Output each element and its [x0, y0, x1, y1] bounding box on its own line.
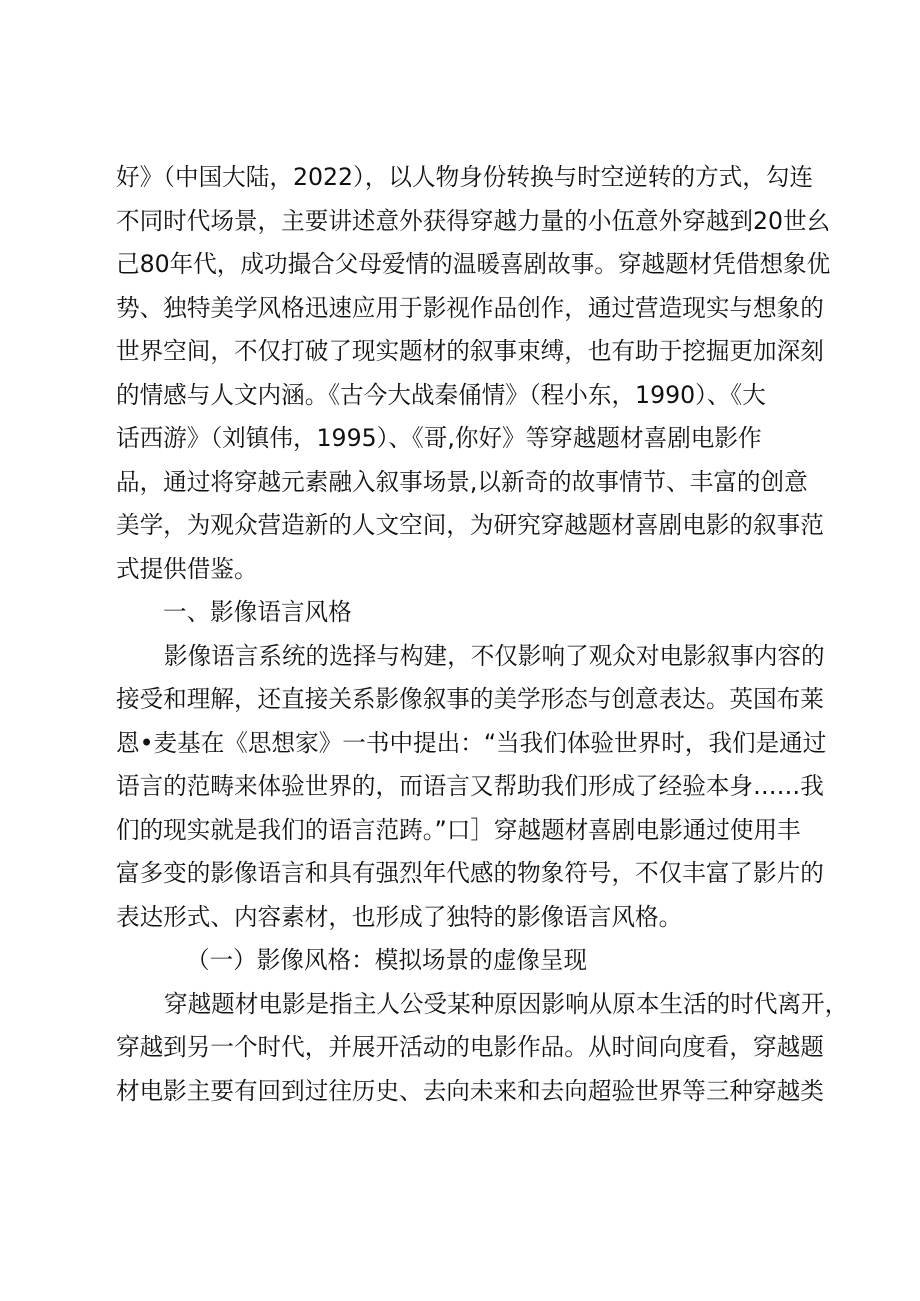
text-line: 穿越题材电影是指主人公受某种原因影响从原本生活的时代离开， [164, 989, 849, 1018]
text-line: 接受和理解，还直接关系影像叙事的美学形态与创意表达。英国布莱 [116, 685, 824, 713]
paragraph-image-style [116, 983, 849, 1114]
text-line: 世界空间，不仅打破了现实题材的叙事束缚，也有助于挖掘更加深刻 [116, 337, 824, 365]
text-line: 的情感与人文内涵。《古今大战秦俑情》（程小东，1990）、《大 [116, 380, 766, 409]
document-body [116, 156, 849, 1113]
text-line: 不同时代场景，主要讲述意外获得穿越力量的小伍意外穿越到20世幺 [116, 206, 831, 235]
text-line: 们的现实就是我们的语言范踌。”口］穿越题材喜剧电影通过使用丰 [116, 815, 801, 844]
text-line: 材电影主要有回到过往历史、去向未来和去向超验世界等三种穿越类 [116, 1076, 824, 1105]
text-line: 美学，为观众营造新的人文空间，为研究穿越题材喜剧电影的叙事范 [116, 511, 824, 539]
text-line: 话西游》（刘镇伟，1995）、《哥,你好》等穿越题材喜剧电影作 [116, 424, 762, 452]
text-line: 表达形式、内容素材，也形成了独特的影像语言风格。 [116, 902, 683, 931]
text-line: 影像语言系统的选择与构建，不仅影响了观众对电影叙事内容的 [164, 641, 825, 670]
subsection-heading-text: （一）影像风格：模拟场景的虚像呈现 [186, 946, 588, 974]
text-line: 恩•麦基在《思想家》一书中提出：“当我们体验世界时，我们是通过 [116, 728, 827, 757]
text-line: 品，通过将穿越元素融入叙事场景,以新奇的故事情节、丰富的创意 [116, 467, 808, 496]
section-heading [116, 591, 816, 635]
paragraph-continuation [116, 156, 831, 591]
subsection-heading [116, 939, 816, 983]
text-line: 语言的范畴来体验世界的，而语言又帮助我们形成了经验本身……我 [116, 772, 824, 800]
text-line: 势、独特美学风格迅速应用于影视作品创作，通过营造现实与想象的 [116, 293, 824, 322]
text-line: 富多变的影像语言和具有强烈年代感的物象符号，不仅丰富了影片的 [116, 859, 824, 887]
paragraph-language-style [116, 635, 827, 940]
section-heading-text: 一、影像语言风格 [163, 598, 352, 626]
text-line: 好》（中国大陆，2022），以人物身份转换与时空逆转的方式，勾连 [116, 163, 814, 191]
text-line: 穿越到另一个时代，并展开活动的电影作品。从时间向度看，穿越题 [116, 1033, 824, 1061]
text-line: 式提供借鉴。 [116, 554, 258, 583]
text-line: 己80年代，成功撮合父母爱情的温暖喜剧故事。穿越题材凭借想象优 [116, 250, 831, 278]
